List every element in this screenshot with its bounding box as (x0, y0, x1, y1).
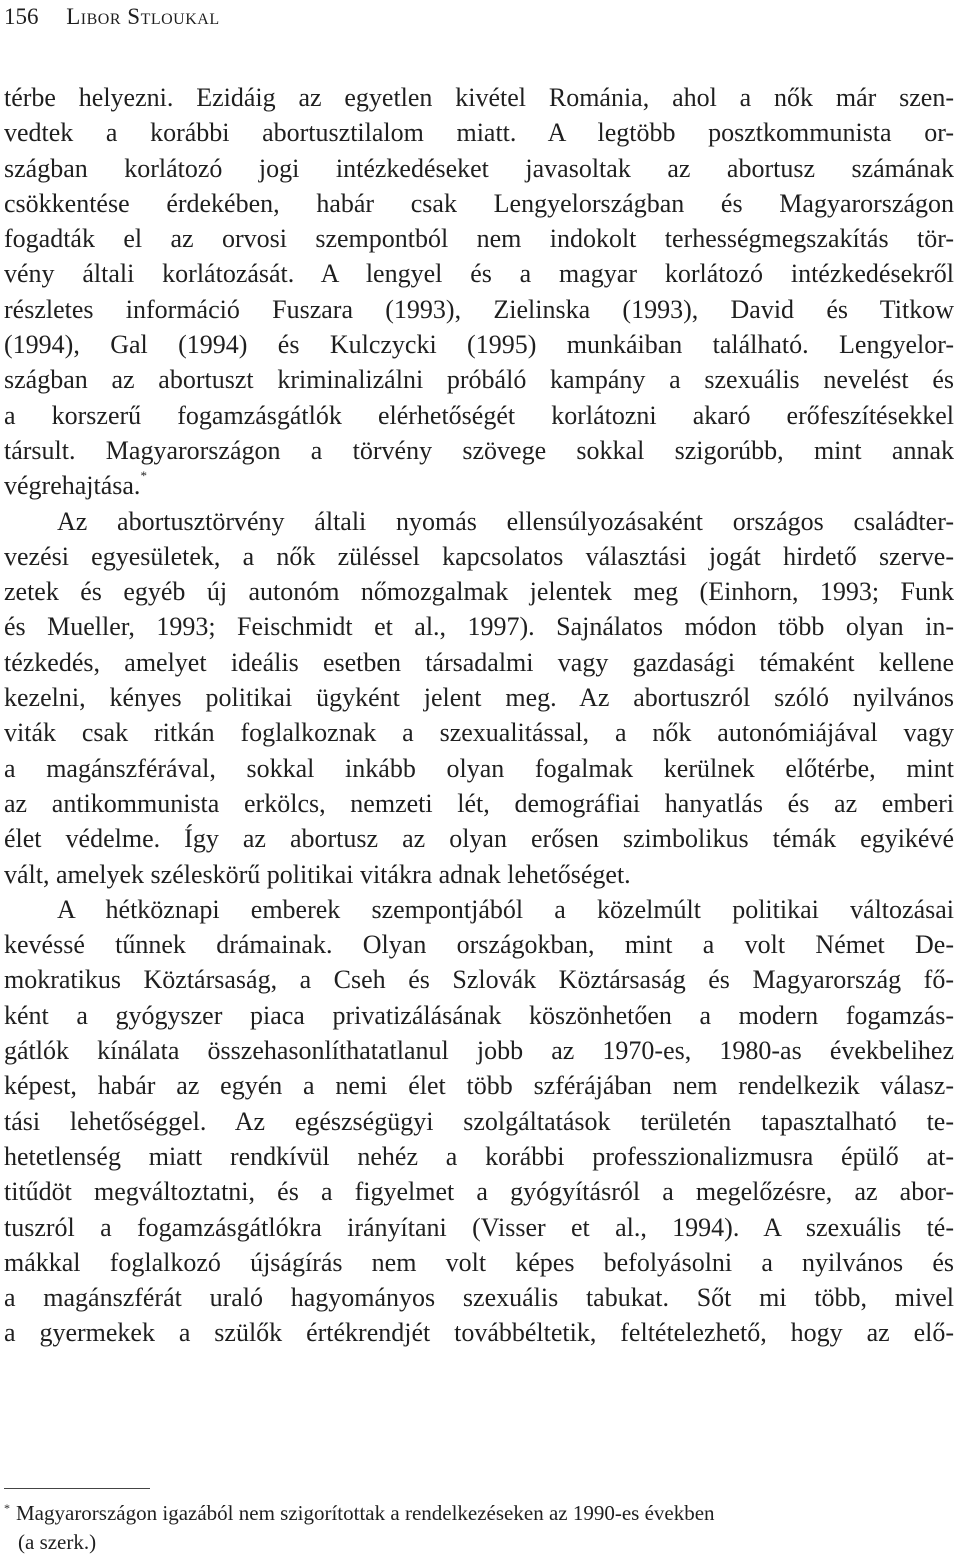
text-line: csökkentése érdekében, habár csak Lengyelországban és Magyarországon (4, 188, 954, 218)
text-line: zetek és egyéb új autonóm nőmozgalmak jelentek meg (Einhorn, 1993; Funk (4, 577, 954, 607)
text-line: szágban az abortuszt kriminalizálni próbáló kampány a szexuális nevelést és (4, 365, 954, 395)
text-line: (1994), Gal (1994) és Kulczycki (1995) munkáiban található. Lengyelor- (4, 330, 954, 360)
text-line: a magánszférát uraló hagyományos szexuális tabukat. Sőt mi több, mivel (4, 1283, 954, 1313)
text-line: vezési egyesületek, a nők züléssel kapcsolatos választási jogát hirdető szerve- (4, 541, 954, 571)
page-number: 156 (4, 4, 39, 29)
paragraph-3 (4, 892, 954, 1351)
text-line: titűdöt megváltoztatni, és a figyelmet a gyógyításról a megelőzésre, az abor- (4, 1177, 954, 1207)
text-line: vedtek a korábbi abortusztilalom miatt. A legtöbb posztkommunista or- (4, 118, 954, 148)
footnote-separator (4, 1488, 150, 1489)
text-line: fogadták el az orvosi szempontból nem indokolt terhességmegszakítás tör- (4, 224, 954, 254)
text-line: részletes információ Fuszara (1993), Zielinska (1993), David és Titkow (4, 294, 954, 324)
text-line: a korszerű fogamzásgátlók elérhetőségét korlátozni akaró erőfeszítésekkel (4, 400, 954, 430)
footnote-marker: * (4, 1501, 10, 1515)
paragraph-2 (4, 504, 954, 892)
running-header (4, 4, 220, 30)
text-line: tási lehetőséggel. Az egészségügyi szolgáltatások területén tapasztalható te- (4, 1106, 954, 1136)
text-line: ként a gyógyszer piaca privatizálásának köszönhetően a modern fogamzás- (4, 1000, 954, 1030)
text-line: viták csak ritkán foglalkoznak a szexualitással, a nők autonómiájával vagy (4, 718, 954, 748)
text-line: tézkedés, amelyet ideális esetben társadalmi vagy gazdasági témaként kellene (4, 647, 954, 677)
running-head-author: Libor Stloukal (66, 4, 220, 29)
body-text (4, 80, 954, 1351)
text-line: élet védelme. Így az abortusz az olyan erősen szimbolikus témák egyikévé (4, 824, 954, 854)
text-line: képest, habár az egyén a nemi élet több szférájában nem rendelkezik válasz- (4, 1071, 954, 1101)
footnote-reference[interactable]: * (140, 468, 147, 484)
text-line: mákkal foglalkozó újságírás nem volt képes befolyásolni a nyilvános és (4, 1247, 954, 1277)
text-line: az antikommunista erkölcs, nemzeti lét, demográfiai hanyatlás és az emberi (4, 788, 954, 818)
text-line: a gyermekek a szülők értékrendjét továbbéltetik, feltételezhető, hogy az elő- (4, 1318, 954, 1348)
text-line: kezelni, kényes politikai ügyként jelent meg. Az abortuszról szóló nyilvános (4, 683, 954, 713)
footnote-text-line: Magyarországon igazából nem szigorítottak a rendelkezéseken az 1990-es években (16, 1501, 715, 1525)
text-line: hetetlenség miatt rendkívül nehéz a korábbi professzionalizmusra épülő at- (4, 1141, 954, 1171)
text-line: társult. Magyarországon a törvény szövege sokkal szigorúbb, mint annak (4, 435, 954, 465)
text-line: vált, amelyek széleskörű politikai vitákra adnak lehetőséget. (4, 859, 631, 889)
footnote (4, 1494, 904, 1557)
text-line (4, 468, 954, 503)
text-line: a magánszférával, sokkal inkább olyan fogalmak kerülnek előtérbe, mint (4, 753, 954, 783)
text-line: gátlók kínálata összehasonlíthatatlanul jobb az 1970-es, 1980-as évekbelihez (4, 1036, 954, 1066)
paragraph-1 (4, 80, 954, 504)
text-line: Az abortusztörvény általi nyomás ellensúlyozásaként országos családter- (57, 506, 954, 536)
text-line: mokratikus Köztársaság, a Cseh és Szlovák Köztársaság és Magyarország fő- (4, 965, 954, 995)
text-line: szágban korlátozó jogi intézkedéseket javasoltak az abortusz számának (4, 153, 954, 183)
text-line: térbe helyezni. Ezidáig az egyetlen kivétel Románia, ahol a nők már szen- (4, 83, 954, 112)
text-line-content: végrehajtása. (4, 471, 141, 501)
text-line: kevéssé tűnnek drámainak. Olyan országokban, mint a volt Német De- (4, 930, 954, 960)
footnote-text-line: (a szerk.) (18, 1530, 97, 1554)
text-line: vény általi korlátozását. A lengyel és a magyar korlátozó intézkedésekről (4, 259, 954, 289)
text-line: tuszról a fogamzásgátlókra irányítani (Visser et al., 1994). A szexuális té- (4, 1212, 954, 1242)
text-line: és Mueller, 1993; Feischmidt et al., 1997). Sajnálatos módon több olyan in- (4, 612, 954, 642)
text-line: A hétköznapi emberek szempontjából a közelmúlt politikai változásai (57, 894, 954, 924)
